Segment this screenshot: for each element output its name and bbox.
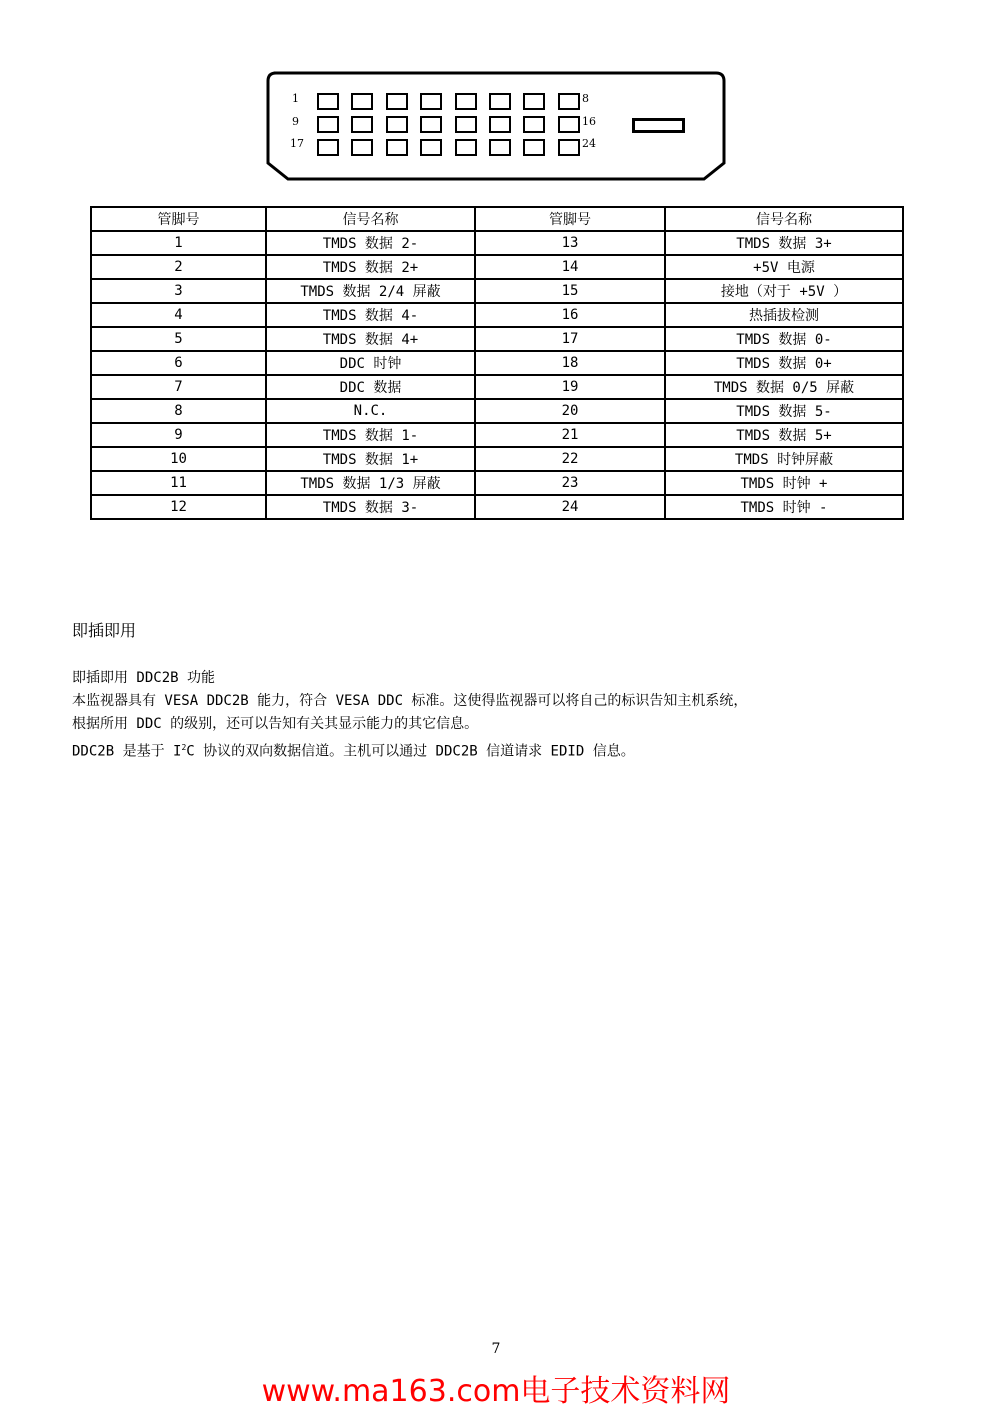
connector-pin: [489, 93, 511, 110]
connector-pin: [455, 116, 477, 133]
header-pin-no: 管脚号: [475, 207, 665, 231]
signal-name-cell: TMDS 数据 2/4 屏蔽: [266, 279, 475, 303]
pin-label-row3-start: 17: [290, 137, 304, 150]
table-row: [91, 303, 903, 327]
connector-pin: [317, 139, 339, 156]
section-subtitle: 即插即用 DDC2B 功能: [72, 670, 216, 686]
table-row: [91, 495, 903, 519]
signal-name-cell: TMDS 数据 0-: [665, 327, 903, 351]
connector-pin: [420, 139, 442, 156]
connector-pin: [386, 116, 408, 133]
pin-number-cell: 21: [475, 423, 665, 447]
signal-name-cell: TMDS 时钟屏蔽: [665, 447, 903, 471]
pin-number-cell: 23: [475, 471, 665, 495]
connector-pin: [523, 139, 545, 156]
signal-name-cell: TMDS 数据 1-: [266, 423, 475, 447]
signal-name-cell: TMDS 数据 1+: [266, 447, 475, 471]
signal-name-cell: TMDS 数据 2-: [266, 231, 475, 255]
table-row: [91, 351, 903, 375]
pin-number-cell: 15: [475, 279, 665, 303]
pin-number-cell: 18: [475, 351, 665, 375]
table-row: [91, 279, 903, 303]
connector-pin: [523, 93, 545, 110]
connector-pin: [455, 139, 477, 156]
header-signal-name: 信号名称: [266, 207, 475, 231]
signal-name-cell: TMDS 数据 1/3 屏蔽: [266, 471, 475, 495]
connector-pin: [386, 93, 408, 110]
connector-pin: [317, 93, 339, 110]
ground-blade: [632, 118, 685, 133]
table-row: [91, 255, 903, 279]
table-row: [91, 231, 903, 255]
header-pin-no: 管脚号: [91, 207, 266, 231]
signal-name-cell: 接地（对于 +5V ）: [665, 279, 903, 303]
signal-name-cell: TMDS 数据 3+: [665, 231, 903, 255]
watermark-link[interactable]: www.ma163.com电子技术资料网: [261, 1374, 731, 1409]
table-row: [91, 327, 903, 351]
signal-name-cell: TMDS 数据 3-: [266, 495, 475, 519]
paragraph-line: 本监视器具有 VESA DDC2B 能力，符合 VESA DDC 标准。这使得监视器可以将自己的标识告知主机系统，: [72, 693, 748, 709]
pin-number-cell: 13: [475, 231, 665, 255]
table-row: [91, 471, 903, 495]
signal-name-cell: N.C.: [266, 399, 475, 423]
signal-name-cell: TMDS 数据 0+: [665, 351, 903, 375]
signal-name-cell: TMDS 数据 2+: [266, 255, 475, 279]
pin-label-row2-end: 16: [582, 115, 596, 128]
pin-number-cell: 5: [91, 327, 266, 351]
pin-number-cell: 10: [91, 447, 266, 471]
signal-name-cell: TMDS 数据 5-: [665, 399, 903, 423]
signal-name-cell: TMDS 时钟 -: [665, 495, 903, 519]
signal-name-cell: TMDS 时钟 +: [665, 471, 903, 495]
body-text: [72, 690, 932, 764]
connector-pin: [558, 93, 580, 110]
paragraph-line: [72, 736, 932, 764]
signal-name-cell: TMDS 数据 4-: [266, 303, 475, 327]
table-row: [91, 447, 903, 471]
page-number: 7: [491, 1341, 501, 1357]
paragraph-line: 根据所用 DDC 的级别，还可以告知有关其显示能力的其它信息。: [72, 716, 479, 732]
pin-number-cell: 6: [91, 351, 266, 375]
table-header-row: [91, 207, 903, 231]
signal-name-cell: TMDS 数据 4+: [266, 327, 475, 351]
connector-pin: [351, 139, 373, 156]
pin-number-cell: 20: [475, 399, 665, 423]
connector-pin: [489, 139, 511, 156]
table-row: [91, 423, 903, 447]
pin-number-cell: 14: [475, 255, 665, 279]
pin-number-cell: 4: [91, 303, 266, 327]
signal-name-cell: DDC 数据: [266, 375, 475, 399]
table-row: [91, 399, 903, 423]
pin-number-cell: 24: [475, 495, 665, 519]
text-run: DDC2B 是基于 I: [72, 743, 182, 760]
pin-number-cell: 9: [91, 423, 266, 447]
pin-number-cell: 3: [91, 279, 266, 303]
pin-number-cell: 17: [475, 327, 665, 351]
connector-pin: [558, 116, 580, 133]
text-run: C 协议的双向数据信道。主机可以通过 DDC2B 信道请求 EDID 信息。: [186, 743, 635, 760]
section-title: 即插即用: [72, 621, 137, 640]
pin-number-cell: 7: [91, 375, 266, 399]
connector-pin: [317, 116, 339, 133]
connector-pin: [420, 116, 442, 133]
table-row: [91, 375, 903, 399]
pin-number-cell: 19: [475, 375, 665, 399]
connector-pin: [420, 93, 442, 110]
signal-name-cell: DDC 时钟: [266, 351, 475, 375]
connector-pin: [558, 139, 580, 156]
pin-label-row3-end: 24: [582, 137, 596, 150]
pin-number-cell: 11: [91, 471, 266, 495]
pin-label-row1-start: 1: [292, 92, 299, 105]
signal-name-cell: TMDS 数据 0/5 屏蔽: [665, 375, 903, 399]
pin-number-cell: 2: [91, 255, 266, 279]
pin-label-row2-start: 9: [292, 115, 299, 128]
signal-name-cell: TMDS 数据 5+: [665, 423, 903, 447]
pin-number-cell: 1: [91, 231, 266, 255]
pin-number-cell: 16: [475, 303, 665, 327]
superscript: 2: [181, 743, 187, 752]
pin-number-cell: 8: [91, 399, 266, 423]
connector-pin: [386, 139, 408, 156]
connector-pin: [489, 116, 511, 133]
signal-name-cell: +5V 电源: [665, 255, 903, 279]
connector-pin: [351, 116, 373, 133]
connector-pin: [351, 93, 373, 110]
pin-assignment-table: [90, 206, 904, 520]
connector-pin: [523, 116, 545, 133]
pin-number-cell: 22: [475, 447, 665, 471]
connector-pin: [455, 93, 477, 110]
signal-name-cell: 热插拔检测: [665, 303, 903, 327]
pin-number-cell: 12: [91, 495, 266, 519]
header-signal-name: 信号名称: [665, 207, 903, 231]
pin-label-row1-end: 8: [582, 92, 589, 105]
